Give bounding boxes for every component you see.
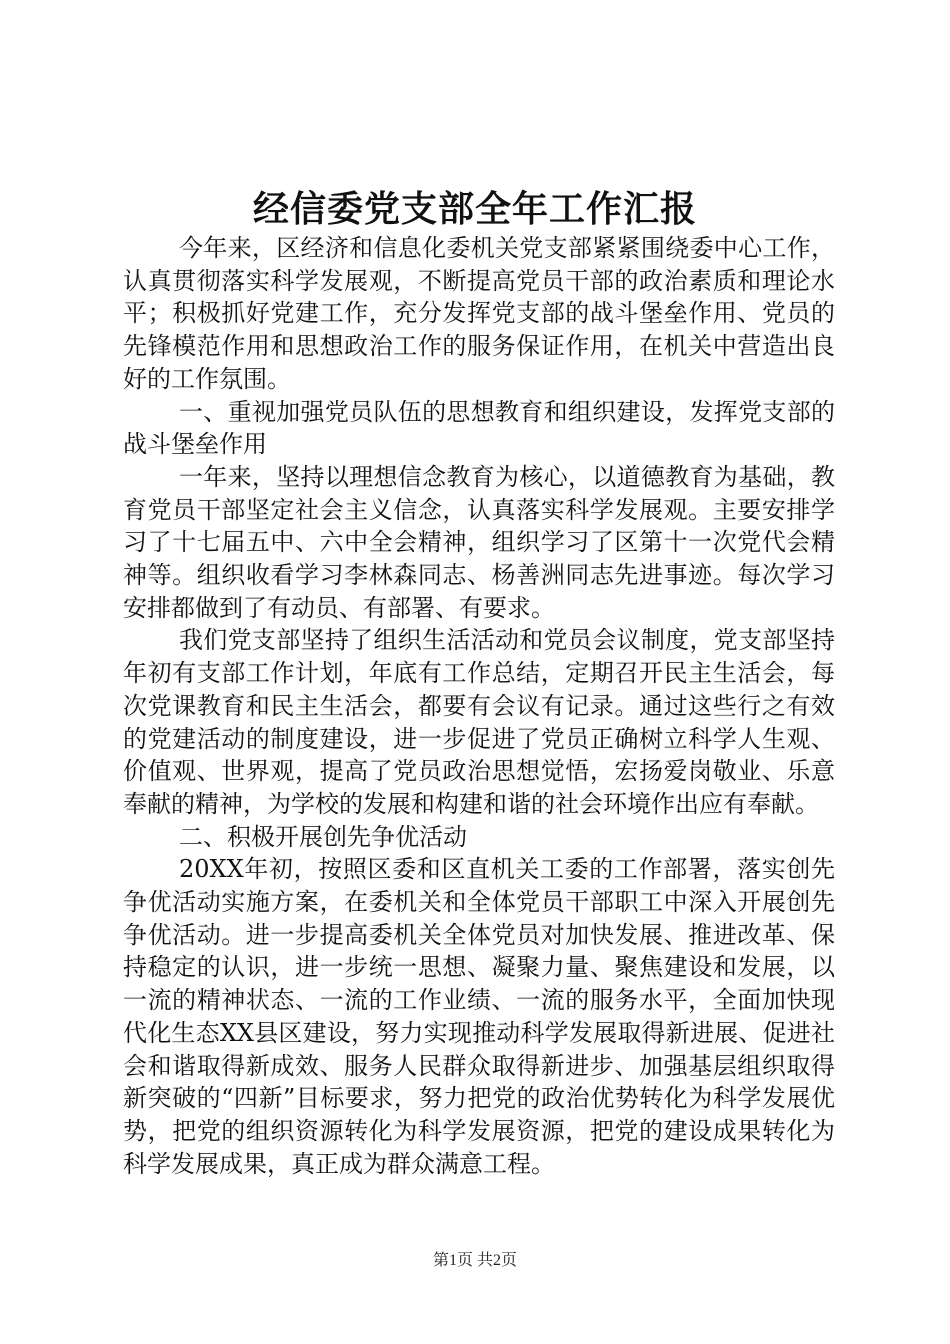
paragraph-system: 我们党支部坚持了组织生活活动和党员会议制度，党支部坚持年初有支部工作计划，年底有工作总结，定期召开民主生活会，每次党课教育和民主生活会，都要有会议有记录。通过这些行之有效的党建活动的制度建设，进一步促进了党员正确树立科学人生观、价值观、世界观，提高了党员政治思想觉悟，宏扬爱岗敬业、乐意奉献的精神，为学校的发展和构建和谐的社会环境作出应有奉献。 xyxy=(123,626,835,818)
paragraph-study: 一年来，坚持以理想信念教育为核心，以道德教育为基础，教育党员干部坚定社会主义信念，认真落实科学发展观。主要安排学习了十七届五中、六中全会精神，组织学习了区第十一次党代会精神等。组织收看学习李林森同志、杨善洲同志先进事迹。每次学习安排都做到了有动员、有部署、有要求。 xyxy=(123,462,835,622)
page-number-footer: 第1页 共2页 xyxy=(432,1252,517,1269)
document-body xyxy=(123,232,835,1180)
paragraph-intro: 今年来，区经济和信息化委机关党支部紧紧围绕委中心工作，认真贯彻落实科学发展观，不断提高党员干部的政治素质和理论水平；积极抓好党建工作，充分发挥党支部的战斗堡垒作用、党员的先锋模范作用和思想政治工作的服务保证作用，在机关中营造出良好的工作氛围。 xyxy=(123,234,835,393)
section-heading-1: 一、重视加强党员队伍的思想教育和组织建设，发挥党支部的战斗堡垒作用 xyxy=(123,397,835,459)
document-title: 经信委党支部全年工作汇报 xyxy=(252,188,697,230)
section-heading-2: 二、积极开展创先争优活动 xyxy=(179,822,467,851)
paragraph-activity: 20XX年初，按照区委和区直机关工委的工作部署，落实创先争优活动实施方案，在委机关和全体党员干部职工中深入开展创先争优活动。进一步提高委机关全体党员对加快发展、推进改革、保持稳定的认识，进一步统一思想、凝聚力量、聚焦建设和发展，以一流的精神状态、一流的工作业绩、一流的服务水平，全面加快现代化生态XX县区建设，努力实现推动科学发展取得新进展、促进社会和谐取得新成效、服务人民群众取得新进步、加强基层组织取得新突破的“四新”目标要求，努力把党的政治优势转化为科学发展优势，把党的组织资源转化为科学发展资源，把党的建设成果转化为科学发展成果，真正成为群众满意工程。 xyxy=(123,855,835,1178)
